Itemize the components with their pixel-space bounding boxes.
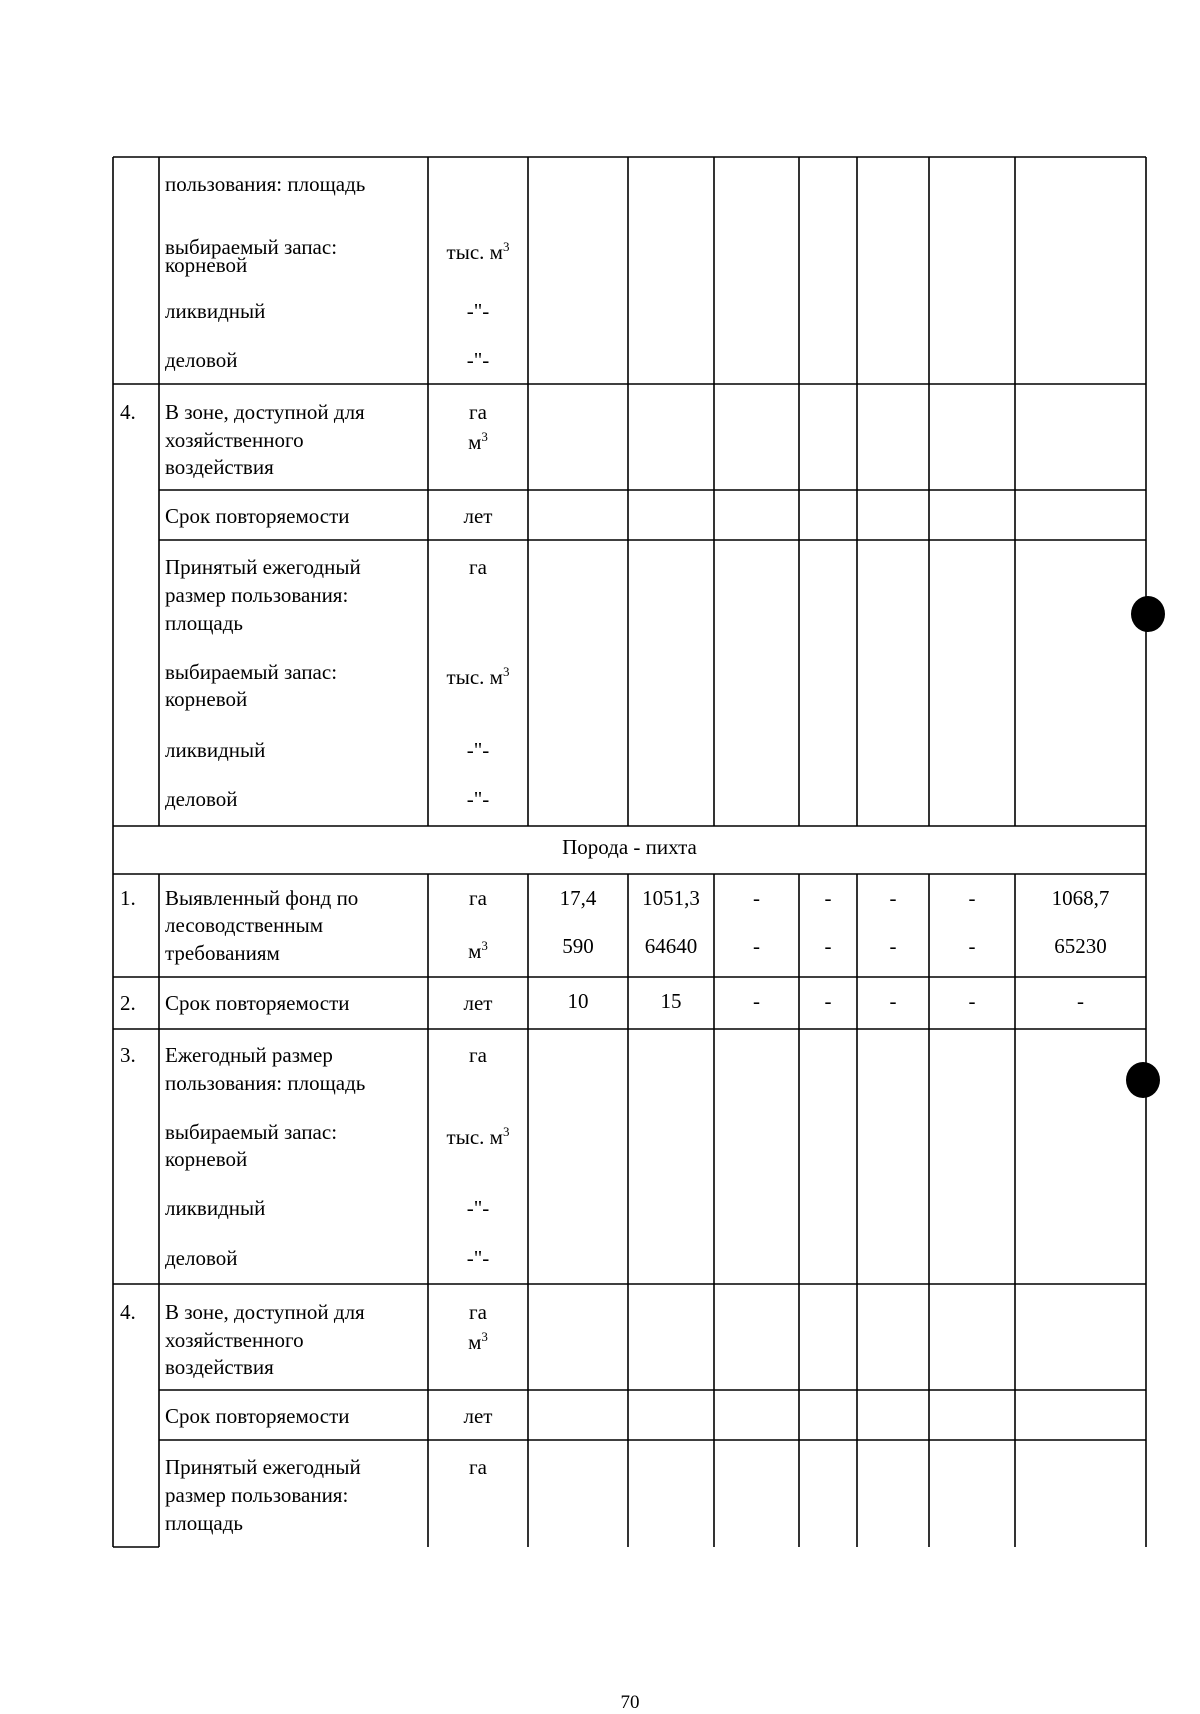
row-3-stock-unit: тыс. $м^3$ (446, 1124, 510, 1149)
prin-a-label-2: размер пользования: (165, 583, 349, 607)
row-1-unit-ha: га (469, 886, 487, 910)
prin-a-label-1: Принятый ежегодный (165, 555, 361, 579)
row-4a-unit-m3: $м^3$ (468, 429, 488, 454)
row-2-col4: - (824, 989, 832, 1013)
row-3-liquid-unit: -"- (466, 1196, 490, 1220)
prin-a-business-label: деловой (165, 787, 238, 811)
punch-hole-mark (1126, 1062, 1160, 1098)
row-2-unit: лет (463, 991, 493, 1015)
top-stock-unit: тыс. $м^3$ (446, 239, 510, 264)
row-1-m3-col1: 590 (562, 934, 594, 958)
prin-a-unit: га (469, 555, 487, 579)
row-4a-label-3: воздействия (165, 455, 274, 479)
row-1-ha-col5: - (889, 886, 897, 910)
top-business-label: деловой (165, 348, 238, 372)
row-1-ha-col2: 1051,3 (642, 886, 700, 910)
row-2-number: 2. (120, 991, 136, 1015)
row-2-col5: - (889, 989, 897, 1013)
page-number: 70 (620, 1692, 640, 1713)
row-2-col3: - (753, 989, 760, 1013)
top-business-unit: -"- (466, 348, 490, 372)
row-4b-label-3: воздействия (165, 1355, 274, 1379)
row-1-label-2: лесоводственным (165, 913, 323, 937)
row-1-unit-m3: $м^3$ (468, 938, 488, 963)
row-1-ha-total: 1068,7 (1051, 886, 1110, 910)
row-3-stock-label: выбираемый запас: (165, 1120, 338, 1144)
row-3-label-2: пользования: площадь (165, 1071, 366, 1095)
row-2-col1: 10 (567, 989, 589, 1013)
row-1-number: 1. (120, 886, 136, 910)
row-4b-label-2: хозяйственного (165, 1328, 304, 1352)
prin-a-stock-label: выбираемый запас: (165, 660, 338, 684)
row-1-ha-col4: - (824, 886, 832, 910)
srok-b-label: Срок повторяемости (165, 1404, 350, 1428)
row-4a-unit-ha: га (469, 400, 487, 424)
row-4b-label-1: В зоне, доступной для (165, 1300, 365, 1324)
row-4a-label-1: В зоне, доступной для (165, 400, 365, 424)
row-1-ha-col3: - (753, 886, 760, 910)
row-1-m3-total: 65230 (1054, 934, 1107, 958)
punch-hole-mark (1131, 596, 1165, 632)
top-stock-label: выбираемый запас: (165, 235, 338, 259)
srok-b-unit: лет (463, 1404, 493, 1428)
row-1-ha-col6: - (968, 886, 976, 910)
row-2-col2: 15 (660, 989, 682, 1013)
row-1-m3-col6: - (968, 934, 976, 958)
row-1-m3-col5: - (889, 934, 897, 958)
row-2-total: - (1077, 989, 1084, 1013)
prin-a-stock-unit: тыс. $м^3$ (446, 664, 510, 689)
row-4b-unit-ha: га (469, 1300, 487, 1324)
row-3-root-label: корневой (165, 1147, 248, 1171)
row-2-label: Срок повторяемости (165, 991, 350, 1015)
prin-b-label-2: размер пользования: (165, 1483, 349, 1507)
top-root-label: корневой (165, 253, 248, 277)
row-4b-unit-m3: $м^3$ (468, 1329, 488, 1354)
prin-a-liquid-label: ликвидный (165, 738, 266, 762)
row-1-m3-col2: 64640 (644, 934, 698, 958)
row-1-m3-col4: - (824, 934, 832, 958)
top-liquid-label: ликвидный (165, 299, 266, 323)
prin-a-root-label: корневой (165, 687, 248, 711)
row-1-ha-col1: 17,4 (559, 886, 597, 910)
row-4a-label-2: хозяйственного (165, 428, 304, 452)
prin-b-unit: га (469, 1455, 487, 1479)
srok-a-unit: лет (463, 504, 493, 528)
section-title: Порода - пихта (562, 835, 697, 859)
row-1-label-3: требованиям (165, 941, 280, 965)
row-3-number: 3. (120, 1043, 136, 1067)
row-3-unit: га (469, 1043, 487, 1067)
prin-a-business-unit: -"- (466, 787, 490, 811)
row-4a-number: 4. (120, 400, 136, 424)
row-3-liquid-label: ликвидный (165, 1196, 266, 1220)
row-4b-number: 4. (120, 1300, 136, 1324)
prin-a-label-3: площадь (165, 611, 243, 635)
prin-b-label-1: Принятый ежегодный (165, 1455, 361, 1479)
top-area-label: пользования: площадь (165, 172, 366, 196)
srok-a-label: Срок повторяемости (165, 504, 350, 528)
prin-b-label-3: площадь (165, 1511, 243, 1535)
prin-a-liquid-unit: -"- (466, 738, 490, 762)
top-liquid-unit: -"- (466, 299, 490, 323)
row-1-label-1: Выявленный фонд по (165, 886, 359, 910)
row-3-label-1: Ежегодный размер (165, 1043, 333, 1067)
row-3-business-unit: -"- (466, 1246, 490, 1270)
row-3-business-label: деловой (165, 1246, 238, 1270)
row-1-m3-col3: - (753, 934, 760, 958)
row-2-col6: - (968, 989, 976, 1013)
